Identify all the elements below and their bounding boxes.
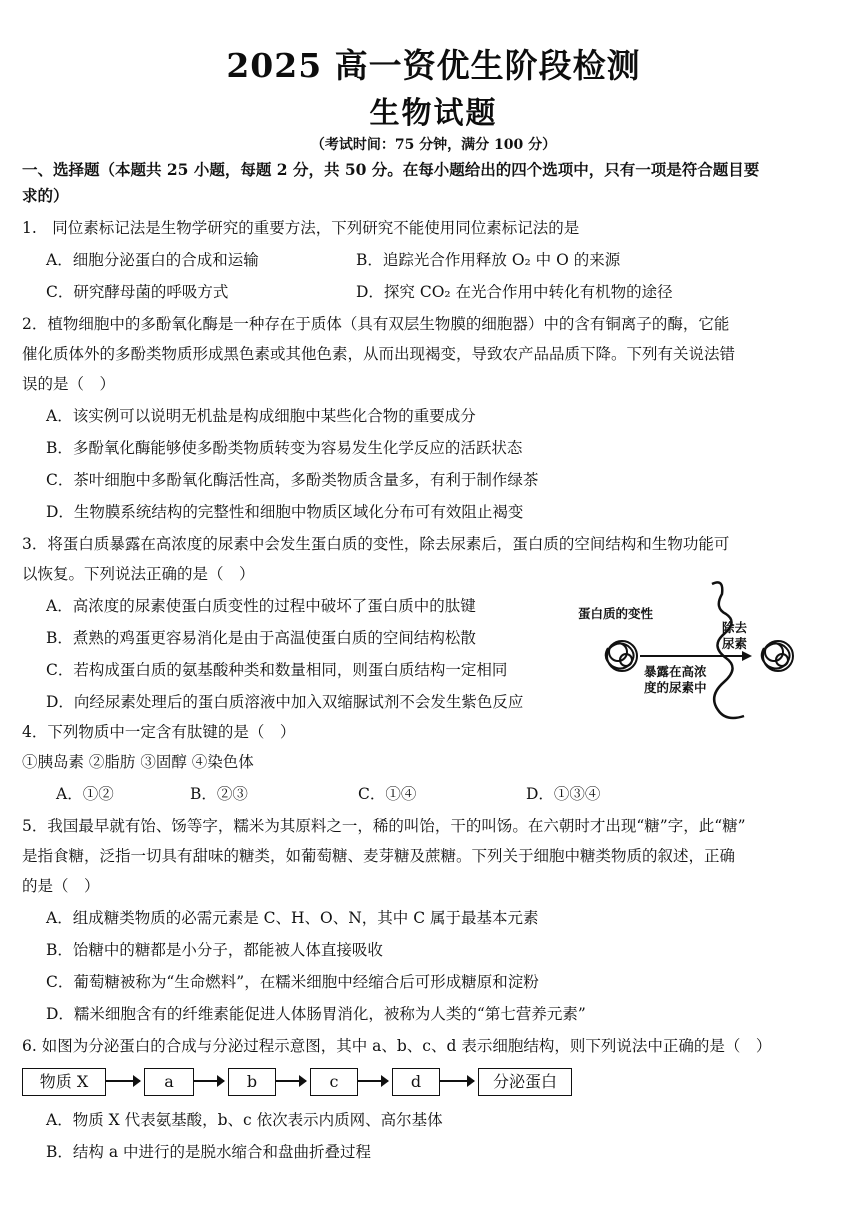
q3-option-c: C．若构成蛋白质的氨基酸种类和数量相同，则蛋白质结构一定相同 — [46, 661, 508, 679]
flow-arrow — [194, 1080, 224, 1082]
flow-box-d: d — [392, 1068, 440, 1096]
q2-stem-2: 催化质体外的多酚类物质形成黑色素或其他色素，从而出现褐变，导致农产品品质下降。下列有关说法错 — [22, 345, 736, 363]
flow-arrow — [440, 1080, 474, 1082]
q5-option-c: C．葡萄糖被称为“生命燃料”，在糯米细胞中经缩合后可形成糖原和淀粉 — [46, 973, 539, 991]
q2-option-d: D．生物膜系统结构的完整性和细胞中物质区域化分布可有效阻止褐变 — [46, 503, 524, 521]
flow-box-c: c — [310, 1068, 358, 1096]
flow-box-substance-x: 物质 X — [22, 1068, 106, 1096]
flow-box-a: a — [144, 1068, 194, 1096]
figure-label-remove-1: 除去 — [722, 620, 748, 635]
figure-label-expose-1: 暴露在高浓 — [644, 664, 707, 679]
folded-protein-right — [762, 641, 793, 671]
exam-subtitle: 生物试题 — [369, 96, 498, 131]
q1-stem: 1. 同位素标记法是生物学研究的重要方法，下列研究不能使用同位素标记法的是 — [22, 219, 580, 237]
flow-box-b: b — [228, 1068, 276, 1096]
flow-arrow — [106, 1080, 140, 1082]
q6-stem: 6. 如图为分泌蛋白的合成与分泌过程示意图，其中 a、b、c、d 表示细胞结构，则下列说法中正确的是（ ） — [22, 1037, 772, 1055]
q4-items: ①胰岛素 ②脂肪 ③固醇 ④染色体 — [22, 753, 254, 771]
protein-denaturation-figure — [572, 578, 812, 738]
q1-option-b: B．追踪光合作用释放 O₂ 中 O 的来源 — [356, 251, 621, 269]
q2-option-c: C．茶叶细胞中多酚氧化酶活性高，多酚类物质含量多，有利于制作绿茶 — [46, 471, 539, 489]
q4-stem: 4．下列物质中一定含有肽键的是（ ） — [22, 723, 296, 741]
q1-option-d: D．探究 CO₂ 在光合作用中转化有机物的途径 — [356, 283, 673, 301]
flow-box-secreted-protein: 分泌蛋白 — [478, 1068, 572, 1096]
q5-stem-2: 是指食糖，泛指一切具有甜味的糖类，如葡萄糖、麦芽糖及蔗糖。下列关于细胞中糖类物质的叙述，正确 — [22, 847, 736, 865]
q3-stem-1: 3．将蛋白质暴露在高浓度的尿素中会发生蛋白质的变性，除去尿素后，蛋白质的空间结构和生物功能可 — [22, 535, 730, 553]
figure-label-main: 蛋白质的变性 — [578, 606, 654, 621]
q1-option-c: C．研究酵母菌的呼吸方式 — [46, 283, 229, 301]
q3-option-d: D．向经尿素处理后的蛋白质溶液中加入双缩脲试剂不会发生紫色反应 — [46, 693, 524, 711]
q4-option-d: D．①③④ — [526, 785, 601, 803]
q5-option-d: D．糯米细胞含有的纤维素能促进人体肠胃消化，被称为人类的“第七营养元素” — [46, 1005, 586, 1023]
figure-label-expose-2: 度的尿素中 — [644, 680, 707, 695]
q5-stem-1: 5．我国最早就有饴、饧等字，糯米为其原料之一，稀的叫饴，干的叫饧。在六朝时才出现“糖”字，此“糖” — [22, 817, 746, 835]
q3-option-b: B．煮熟的鸡蛋更容易消化是由于高温使蛋白质的空间结构松散 — [46, 629, 476, 647]
q5-stem-3: 的是（ ） — [22, 877, 100, 895]
denature-arrow-head — [742, 651, 752, 661]
protein-figure-drawing — [572, 578, 812, 738]
q5-option-b: B．饴糖中的糖都是小分子，都能被人体直接吸收 — [46, 941, 383, 959]
section-heading-cont: 求的） — [22, 186, 69, 205]
q4-option-c: C．①④ — [358, 785, 417, 803]
q4-option-b: B．②③ — [190, 785, 248, 803]
exam-info: （考试时间：75 分钟，满分 100 分） — [310, 137, 557, 153]
q5-option-a: A．组成糖类物质的必需元素是 C、H、O、N，其中 C 属于最基本元素 — [46, 909, 539, 927]
flow-arrow — [276, 1080, 306, 1082]
q6-option-b: B．结构 a 中进行的是脱水缩合和盘曲折叠过程 — [46, 1143, 371, 1161]
section-heading: 一、选择题（本题共 25 小题，每题 2 分，共 50 分。在每小题给出的四个选项中，只有一项是符合题目要 — [22, 160, 760, 179]
figure-label-remove-2: 尿素 — [722, 636, 748, 651]
flow-arrow — [358, 1080, 388, 1082]
q6-option-a: A．物质 X 代表氨基酸，b、c 依次表示内质网、高尔基体 — [46, 1111, 443, 1129]
q2-stem-1: 2．植物细胞中的多酚氧化酶是一种存在于质体（具有双层生物膜的细胞器）中的含有铜离子的酶，它能 — [22, 315, 730, 333]
q2-option-b: B．多酚氧化酶能够使多酚类物质转变为容易发生化学反应的活跃状态 — [46, 439, 523, 457]
q2-stem-3: 误的是（ ） — [22, 375, 116, 393]
q2-option-a: A．该实例可以说明无机盐是构成细胞中某些化合物的重要成分 — [46, 407, 476, 425]
q1-option-a: A．细胞分泌蛋白的合成和运输 — [46, 251, 259, 269]
folded-protein-left — [606, 641, 637, 671]
exam-title: 2025 高一资优生阶段检测 — [226, 46, 641, 85]
q3-option-a: A．高浓度的尿素使蛋白质变性的过程中破坏了蛋白质中的肽键 — [46, 597, 476, 615]
q4-option-a: A．①② — [56, 785, 114, 803]
q3-stem-2: 以恢复。下列说法正确的是（ ） — [22, 565, 255, 583]
